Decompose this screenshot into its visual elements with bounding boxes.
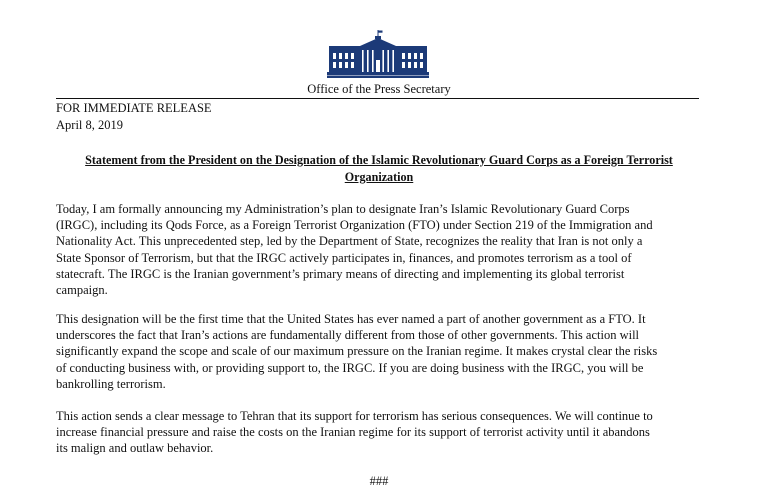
paragraph-line: its malign and outlaw behavior. <box>56 441 214 456</box>
white-house-icon <box>327 30 429 78</box>
paragraph-line: Nationality Act. This unprecedented step, led by the Department of State, recognizes the reality that Iran is not only a <box>56 234 643 249</box>
paragraph-line: underscores the fact that Iran’s actions are fundamentally different from those of other governments. This action will <box>56 328 640 343</box>
paragraph-1 <box>56 201 706 298</box>
paragraph-3 <box>56 408 706 457</box>
paragraph-line: This action sends a clear message to Tehran that its support for terrorism has serious consequences. We will continue to <box>56 409 653 423</box>
paragraph-line: significantly expand the scope and scale of our maximum pressure on the Iranian regime. It makes crystal clear the risks <box>56 344 658 359</box>
release-label: FOR IMMEDIATE RELEASE <box>56 101 212 115</box>
paragraph-line: State Sponsor of Terrorism, but that the IRGC actively participates in, finances, and promotes terrorism as a tool of <box>56 250 632 265</box>
paragraph-line: campaign. <box>56 283 108 298</box>
office-of-press-secretary: Office of the Press Secretary <box>307 82 451 96</box>
paragraph-line: statecraft. The IRGC is the Iranian government’s primary means of directing and implementing its global terrorist <box>56 266 625 281</box>
statement-title-line: Organization <box>344 170 414 184</box>
paragraph-line: increase financial pressure and raise the costs on the Iranian regime for its support of terrorist activity until it abandons <box>56 425 650 440</box>
paragraph-line: This designation will be the first time that the United States has ever named a part of another government as a FTO. It <box>56 312 646 326</box>
end-mark: ### <box>369 474 389 488</box>
statement-title <box>56 152 702 186</box>
header-divider <box>56 98 699 99</box>
release-date: April 8, 2019 <box>56 118 124 132</box>
paragraph-line: bankrolling terrorism. <box>56 376 166 391</box>
paragraph-line: (IRGC), including its Qods Force, as a Foreign Terrorist Organization (FTO) under Section 219 of the Immigration and <box>56 218 653 233</box>
paragraph-2 <box>56 311 706 392</box>
paragraph-line: of conducting business with, or providing support to, the IRGC. If you are doing business with the IRGC, you will be <box>56 360 644 375</box>
statement-title-line: Statement from the President on the Designation of the Islamic Revolutionary Guard Corps as a Foreign Terrorist <box>85 153 673 167</box>
paragraph-line: Today, I am formally announcing my Administration’s plan to designate Iran’s Islamic Revolutionary Guard Corps <box>56 202 630 216</box>
